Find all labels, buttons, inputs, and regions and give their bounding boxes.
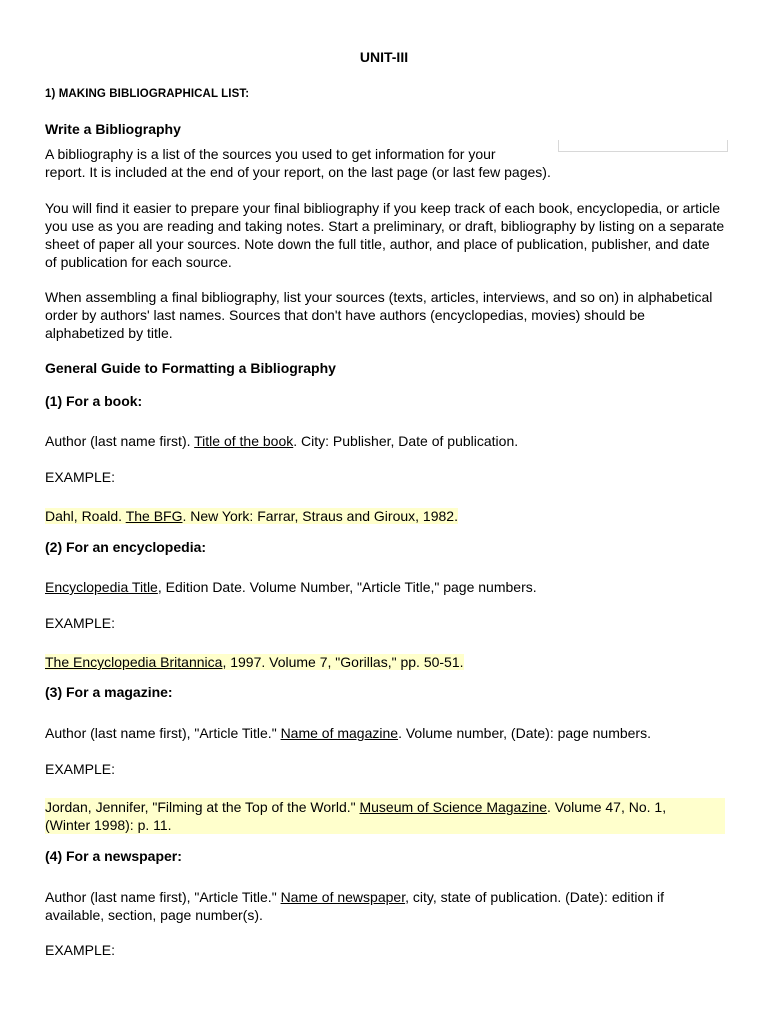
magazine-example-label: EXAMPLE: [45, 761, 116, 777]
newspaper-format: Author (last name first), "Article Title." Name of newspaper, city, state of publication. (Date): edition if available, section, page number(s). [45, 889, 664, 923]
section-heading: 1) MAKING BIBLIOGRAPHICAL LIST: [45, 88, 250, 100]
encyclopedia-example: The Encyclopedia Britannica, 1997. Volume 7, "Gorillas," pp. 50-51. [45, 654, 464, 670]
guide-heading: General Guide to Formatting a Bibliography [45, 360, 336, 376]
alphabetical-paragraph: When assembling a final bibliography, list your sources (texts, articles, interviews, and so on) in alphabetical order by authors' last names. Sources that don't have authors (encyclopedias, movies) should be alphabetized by title. [45, 289, 713, 341]
book-heading: (1) For a book: [45, 393, 143, 409]
draft-paragraph: You will find it easier to prepare your final bibliography if you keep track of each book, encyclopedia, or article you use as you are reading and taking notes. Start a preliminary, or draft, bibliography by listing on a separate sheet of paper all your sources. Note down the full title, author, and place of publication, publisher, and date of publication for each source. [45, 200, 725, 270]
encyclopedia-format: Encyclopedia Title, Edition Date. Volume Number, "Article Title," page numbers. [45, 579, 537, 595]
magazine-heading: (3) For a magazine: [45, 684, 173, 700]
encyclopedia-heading: (2) For an encyclopedia: [45, 539, 207, 555]
newspaper-heading: (4) For a newspaper: [45, 848, 182, 864]
encyclopedia-example-label: EXAMPLE: [45, 615, 116, 631]
newspaper-example-label: EXAMPLE: [45, 942, 116, 958]
magazine-example: Jordan, Jennifer, "Filming at the Top of the World." Museum of Science Magazine. Volume 47, No. 1, (Winter 1998): p. 11. [45, 798, 725, 834]
book-example: Dahl, Roald. The BFG. New York: Farrar, Straus and Giroux, 1982. [45, 508, 458, 524]
unit-title: UNIT-III [359, 49, 409, 65]
write-bibliography-heading: Write a Bibliography [45, 121, 181, 137]
book-format: Author (last name first). Title of the book. City: Publisher, Date of publication. [45, 433, 519, 449]
intro-paragraph: A bibliography is a list of the sources you used to get information for your report. It is included at the end of your report, on the last page (or last few pages). [45, 146, 551, 180]
magazine-format: Author (last name first), "Article Title." Name of magazine. Volume number, (Date): page numbers. [45, 725, 651, 741]
book-example-label: EXAMPLE: [45, 469, 116, 485]
